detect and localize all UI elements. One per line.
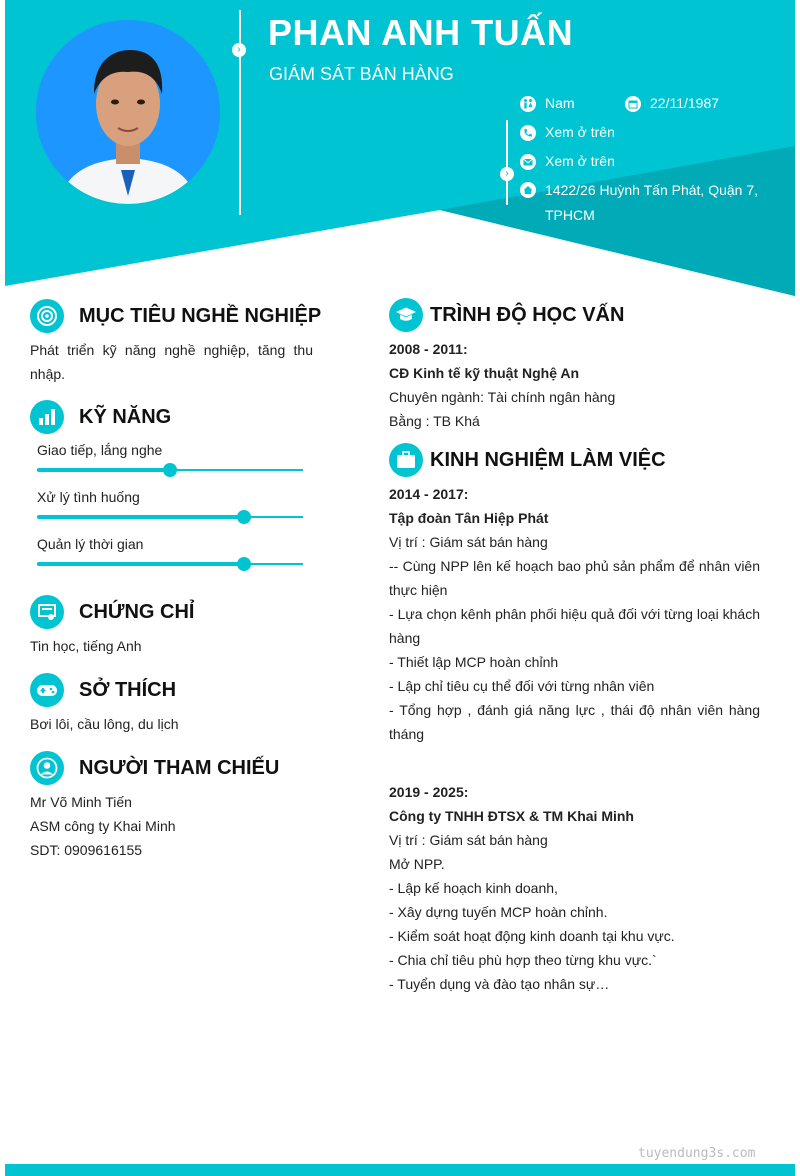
address-line-1: 1422/26 Huỳnh Tấn Phát, Quận 7, — [545, 182, 759, 198]
experience-title: KINH NGHIỆM LÀM VIỆC — [430, 448, 666, 471]
skills-title: KỸ NĂNG — [79, 405, 172, 428]
education-title: TRÌNH ĐỘ HỌC VẤN — [430, 303, 625, 326]
education-major: Chuyên ngành: Tài chính ngân hàng — [389, 389, 616, 405]
skill-label: Quản lý thời gian — [37, 536, 144, 552]
calendar-icon — [625, 96, 641, 112]
graduation-cap-icon — [389, 298, 423, 332]
email-value: Xem ở trên — [545, 153, 615, 169]
bar-chart-icon — [30, 400, 64, 434]
reference-line: SDT: 0909616155 — [30, 842, 143, 858]
candidate-role: GIÁM SÁT BÁN HÀNG — [269, 64, 454, 84]
objective-title: MỤC TIÊU NGHỀ NGHIỆP — [79, 304, 322, 327]
skill-label: Xử lý tình huống — [37, 489, 140, 505]
references-heading — [30, 751, 279, 785]
education-heading — [389, 298, 624, 332]
experience-job-2 — [389, 780, 760, 996]
experience-heading — [389, 443, 666, 477]
job-duty: -- Cùng NPP lên kế hoạch bao phủ sản phẩm để nhân viên thực hiện — [389, 558, 760, 598]
education-period: 2008 - 2011: — [389, 341, 468, 357]
certificates-heading — [30, 595, 194, 629]
skill-knob — [163, 463, 177, 477]
envelope-icon — [520, 154, 536, 170]
job-duty: - Lập kế hoạch kinh doanh, — [389, 880, 558, 896]
watermark: tuyendung3s.com — [638, 1146, 756, 1161]
certificates-text: Tin học, tiếng Anh — [30, 638, 142, 654]
user-icon — [30, 751, 64, 785]
reference-line: ASM công ty Khai Minh — [30, 818, 176, 834]
phone-row — [520, 124, 615, 141]
gender-icon — [520, 96, 536, 112]
hobbies-title: SỞ THÍCH — [79, 678, 177, 701]
birthday-value: 22/11/1987 — [650, 95, 720, 111]
references-list — [30, 790, 176, 862]
gender-row — [520, 95, 575, 112]
birthday-row — [625, 95, 719, 112]
avatar — [36, 20, 220, 204]
briefcase-icon — [389, 443, 423, 477]
hobbies-text: Bơi lôi, cầu lông, du lịch — [30, 716, 179, 732]
email-row — [520, 153, 615, 170]
job-duty: - Thiết lập MCP hoàn chỉnh — [389, 654, 559, 670]
references-title: NGƯỜI THAM CHIẾU — [79, 756, 280, 779]
skill-fill — [37, 515, 244, 519]
gamepad-icon — [30, 673, 64, 707]
gender-value: Nam — [545, 95, 575, 111]
portrait-photo — [36, 20, 220, 204]
job-company: Công ty TNHH ĐTSX & TM Khai Minh — [389, 808, 634, 824]
header-banner — [5, 0, 795, 300]
job-duty: - Lập chỉ tiêu cụ thể đối với từng nhân viên — [389, 678, 655, 694]
job-duty: Mở NPP. — [389, 856, 445, 872]
header-divider — [239, 10, 241, 215]
reference-line: Mr Võ Minh Tiến — [30, 794, 132, 810]
skill-label: Giao tiếp, lắng nghe — [37, 442, 163, 458]
job-period: 2019 - 2025: — [389, 784, 469, 800]
job-position: Vị trí : Giám sát bán hàng — [389, 534, 548, 550]
job-period: 2014 - 2017: — [389, 486, 469, 502]
skills-heading — [30, 400, 171, 434]
job-duty: - Xây dựng tuyến MCP hoàn chỉnh. — [389, 904, 608, 920]
skill-fill — [37, 562, 244, 566]
skill-knob — [237, 510, 251, 524]
job-duty: - Lựa chọn kênh phân phối hiệu quả đối với từng loại khách hàng — [389, 606, 760, 646]
skill-fill — [37, 468, 170, 472]
candidate-name: PHAN ANH TUẤN — [268, 12, 574, 53]
phone-icon — [520, 125, 536, 141]
phone-value: Xem ở trên — [545, 124, 615, 140]
job-duty: - Tuyển dụng và đào tạo nhân sự… — [389, 976, 610, 992]
objective-text: Phát triển kỹ năng nghề nghiệp, tăng thu nhập. — [30, 342, 313, 382]
job-company: Tập đoàn Tân Hiệp Phát — [389, 510, 549, 526]
certificate-icon — [30, 595, 64, 629]
footer-bar — [5, 1164, 795, 1176]
education-school: CĐ Kinh tế kỹ thuật Nghệ An — [389, 365, 580, 381]
skill-knob — [237, 557, 251, 571]
job-duty: - Chia chỉ tiêu phù hợp theo từng khu vực.` — [389, 952, 657, 968]
target-icon — [30, 299, 64, 333]
address-row — [520, 178, 758, 228]
objective-heading — [30, 299, 321, 333]
home-icon — [520, 182, 536, 198]
contact-divider — [506, 120, 508, 205]
certificates-title: CHỨNG CHỈ — [79, 600, 195, 623]
education-degree: Bằng : TB Khá — [389, 413, 480, 429]
chevron-right-icon: › — [500, 167, 514, 181]
job-duty: - Tổng hợp , đánh giá năng lực , thái độ nhân viên hàng tháng — [389, 702, 760, 742]
job-duty: - Kiểm soát hoạt động kinh doanh tại khu vực. — [389, 928, 675, 944]
address-line-2: TPHCM — [545, 207, 595, 223]
hobbies-heading — [30, 673, 176, 707]
chevron-right-icon: › — [232, 43, 246, 57]
experience-job-1 — [389, 482, 760, 746]
education-block — [389, 337, 760, 433]
job-position: Vị trí : Giám sát bán hàng — [389, 832, 548, 848]
